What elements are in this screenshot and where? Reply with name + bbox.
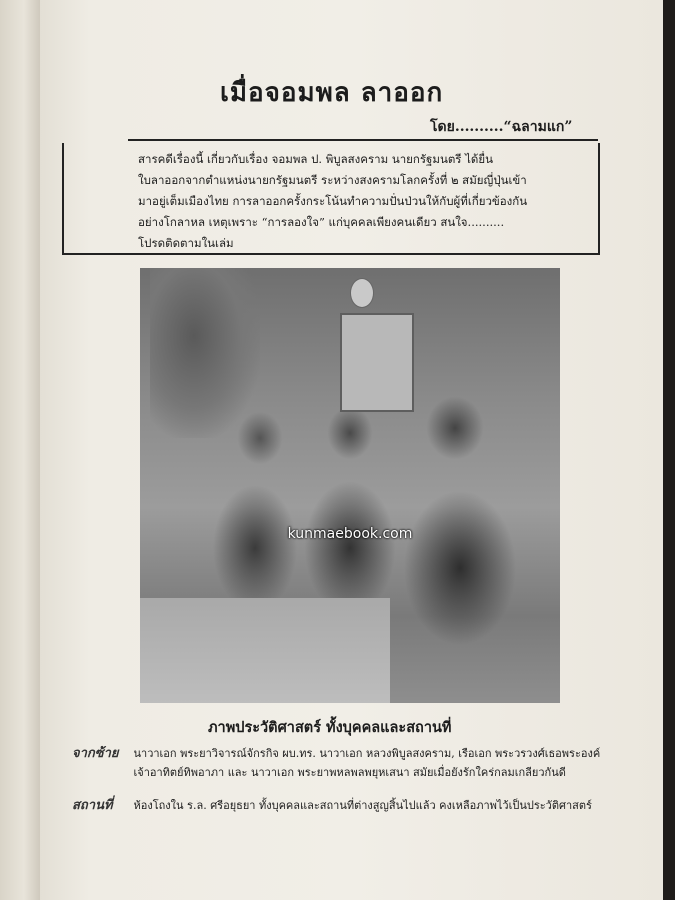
summary-line: ใบลาออกจากตำแหน่งนายกรัฐมนตรี ระหว่างสงครามโลกครั้งที่ ๒ สมัยญี่ปุ่นเข้า bbox=[138, 173, 527, 187]
watermark-text: kunmaebook.com bbox=[287, 526, 413, 542]
credit-place bbox=[72, 796, 662, 815]
photo-wall-frame bbox=[340, 313, 414, 412]
credit-from-left bbox=[72, 744, 662, 782]
article-title: เมื่อจอมพล ลาออก bbox=[220, 78, 444, 108]
photo-plant bbox=[150, 268, 260, 438]
photo-desk bbox=[140, 598, 390, 703]
summary-line: สารคดีเรื่องนี้ เกี่ยวกับเรื่อง จอมพล ป. พิบูลสงคราม นายกรัฐมนตรี ได้ยื่น bbox=[138, 152, 493, 166]
credit-left-label: จากซ้าย bbox=[72, 746, 119, 761]
historical-photo bbox=[140, 268, 560, 703]
photo-caption-title: ภาพประวัติศาสตร์ ทั้งบุคคลและสถานที่ bbox=[208, 719, 452, 736]
article-byline: โดย..........“ฉลามแก” bbox=[430, 119, 573, 135]
credit-place-text: ห้องโถงใน ร.ล. ศรีอยุธยา ทั้งบุคคลและสถานที่ต่างสูญสิ้นไปแล้ว คงเหลือภาพไว้เป็นประวัติศาสตร์ bbox=[133, 799, 592, 812]
byline-rule bbox=[128, 139, 598, 141]
credit-left-line: เจ้าอาทิตย์ทิพอาภา และ นาวาเอก พระยาพหลพลพยุหเสนา สมัยเมื่อยังรักใคร่กลมเกลียวกันดี bbox=[133, 766, 566, 779]
photo-wall-clock bbox=[350, 278, 374, 308]
credit-left-line: นาวาเอก พระยาวิจารณ์จักรกิจ ผบ.ทร. นาวาเอก หลวงพิบูลสงคราม, เรือเอก พระวรวงศ์เธอพระองค์ bbox=[133, 747, 601, 760]
summary-line: อย่างโกลาหล เหตุเพราะ “การลองใจ” แก่บุคคลเพียงคนเดียว สนใจ.......... bbox=[138, 215, 505, 229]
book-page bbox=[40, 0, 663, 900]
credit-left-text bbox=[134, 744, 662, 782]
summary-box bbox=[62, 143, 600, 255]
page-edge-shadow bbox=[663, 0, 675, 900]
credit-place-label: สถานที่ bbox=[72, 798, 113, 813]
summary-line: มาอยู่เต็มเมืองไทย การลาออกครั้งกระโน้นทำความปั่นป่วนให้กับผู้ที่เกี่ยวข้องกัน bbox=[138, 194, 528, 208]
summary-line: โปรดติดตามในเล่ม bbox=[138, 236, 234, 250]
book-spine bbox=[0, 0, 40, 900]
